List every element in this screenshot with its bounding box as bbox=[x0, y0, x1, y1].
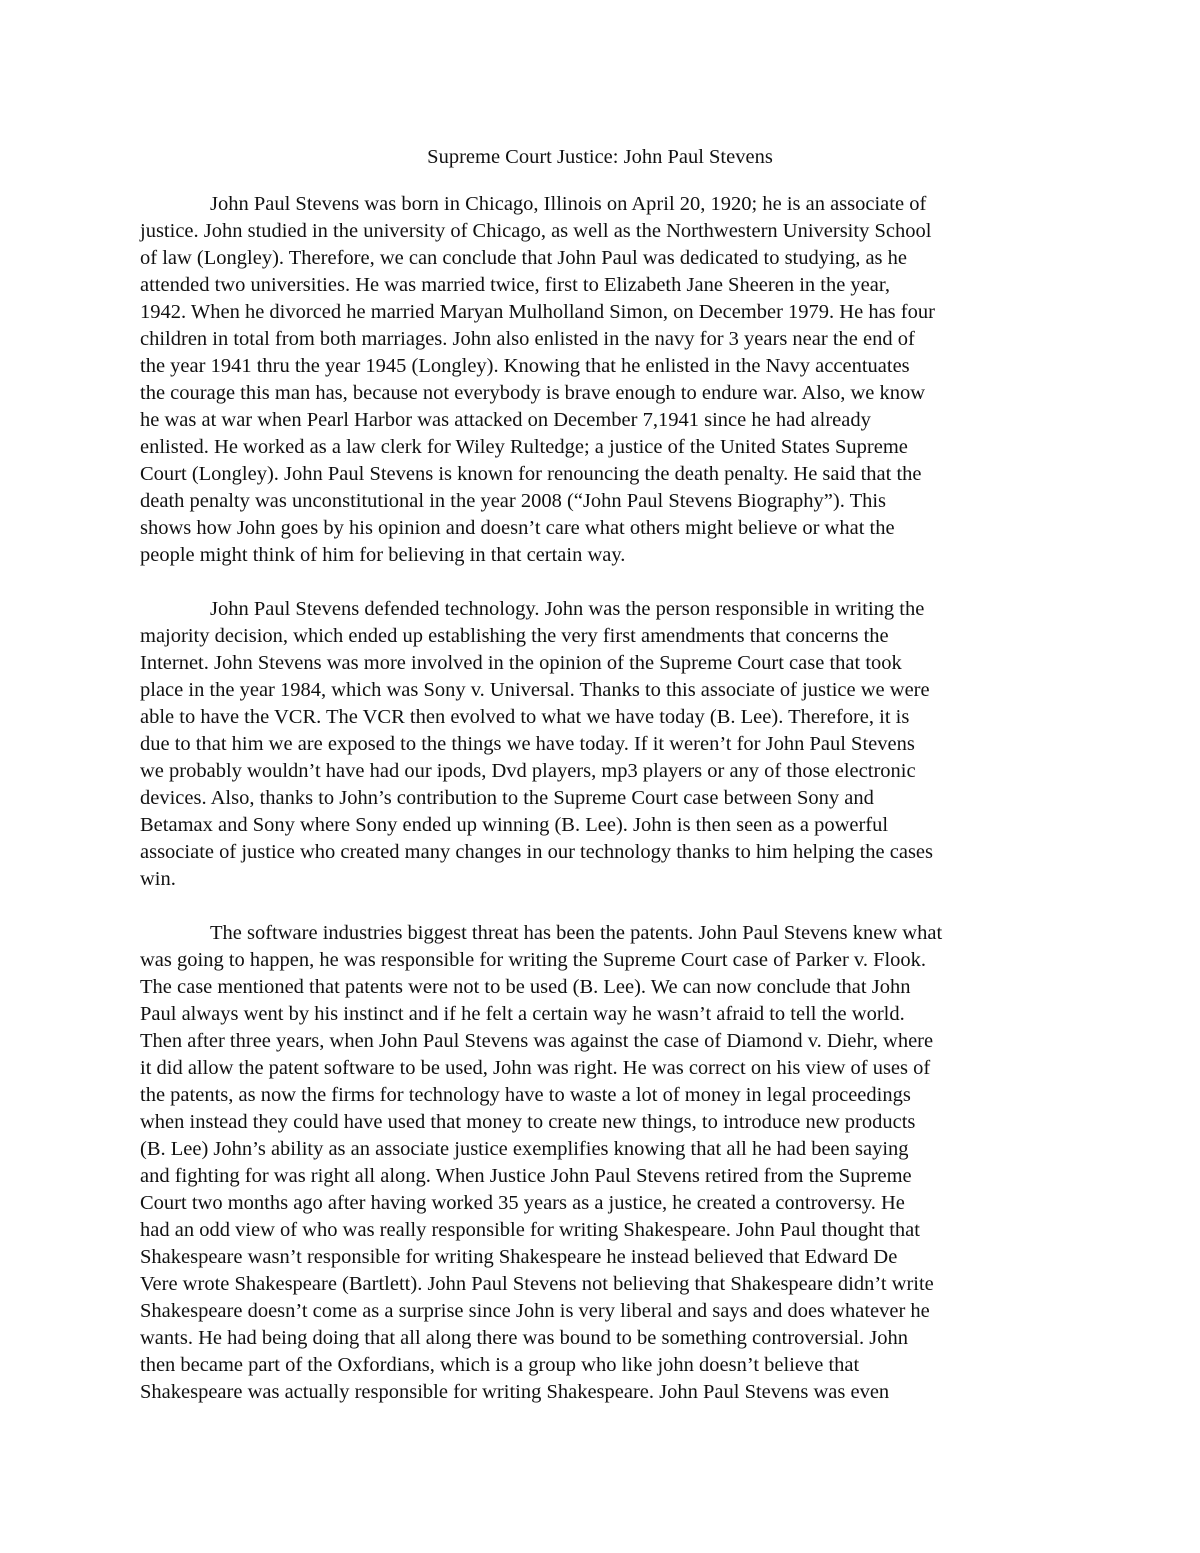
paragraph-line: it did allow the patent software to be used, John was right. He was correct on his view of uses of bbox=[140, 1057, 931, 1079]
paragraph-line: associate of justice who created many changes in our technology thanks to him helping the cases bbox=[140, 841, 934, 863]
paragraph-line: devices. Also, thanks to John’s contribution to the Supreme Court case between Sony and bbox=[140, 787, 874, 809]
paragraph-line: when instead they could have used that money to create new things, to introduce new products bbox=[140, 1111, 916, 1133]
document-title: Supreme Court Justice: John Paul Stevens bbox=[427, 146, 773, 168]
paragraph-line: 1942. When he divorced he married Maryan Mulholland Simon, on December 1979. He has four bbox=[140, 301, 935, 323]
paragraph-line: children in total from both marriages. John also enlisted in the navy for 3 years near the end of bbox=[140, 328, 915, 350]
paragraph-line: Shakespeare doesn’t come as a surprise since John is very liberal and says and does whatever he bbox=[140, 1300, 930, 1322]
paragraph-line: Vere wrote Shakespeare (Bartlett). John Paul Stevens not believing that Shakespeare didn’t write bbox=[140, 1273, 934, 1295]
paragraph-line: enlisted. He worked as a law clerk for Wiley Rultedge; a justice of the United States Supreme bbox=[140, 436, 908, 458]
paragraph-line: the patents, as now the firms for technology have to waste a lot of money in legal proceedings bbox=[140, 1084, 911, 1106]
paragraph-line: then became part of the Oxfordians, which is a group who like john doesn’t believe that bbox=[140, 1354, 860, 1376]
paragraph-line: shows how John goes by his opinion and doesn’t care what others might believe or what the bbox=[140, 517, 895, 539]
paragraph-line: had an odd view of who was really responsible for writing Shakespeare. John Paul thought that bbox=[140, 1219, 920, 1241]
paragraph-line: he was at war when Pearl Harbor was attacked on December 7,1941 since he had already bbox=[140, 409, 871, 431]
paragraph-line: Then after three years, when John Paul Stevens was against the case of Diamond v. Diehr, where bbox=[140, 1030, 934, 1052]
paragraph-line: Betamax and Sony where Sony ended up winning (B. Lee). John is then seen as a powerful bbox=[140, 814, 889, 836]
paragraph-line: Shakespeare wasn’t responsible for writing Shakespeare he instead believed that Edward De bbox=[140, 1246, 898, 1268]
paragraph-line: able to have the VCR. The VCR then evolved to what we have today (B. Lee). Therefore, it is bbox=[140, 706, 910, 728]
paragraph-line: of law (Longley). Therefore, we can conclude that John Paul was dedicated to studying, as he bbox=[140, 247, 907, 269]
body-paragraph bbox=[140, 920, 1070, 1406]
paragraph-line: the courage this man has, because not everybody is brave enough to endure war. Also, we know bbox=[140, 382, 926, 404]
body-paragraph bbox=[140, 191, 1070, 569]
paragraph-line: The software industries biggest threat has been the patents. John Paul Stevens knew what bbox=[210, 922, 943, 944]
paragraph-line: we probably wouldn’t have had our ipods, Dvd players, mp3 players or any of those electronic bbox=[140, 760, 916, 782]
paragraph-line: wants. He had being doing that all along there was bound to be something controversial. John bbox=[140, 1327, 909, 1349]
paragraph-line: win. bbox=[140, 868, 176, 890]
paragraph-line: Court two months ago after having worked 35 years as a justice, he created a controversy. He bbox=[140, 1192, 905, 1214]
paragraph-line: and fighting for was right all along. When Justice John Paul Stevens retired from the Supreme bbox=[140, 1165, 912, 1187]
body-paragraph bbox=[140, 596, 1070, 893]
paragraph-line: Internet. John Stevens was more involved in the opinion of the Supreme Court case that took bbox=[140, 652, 902, 674]
paragraph-line: The case mentioned that patents were not to be used (B. Lee). We can now conclude that John bbox=[140, 976, 911, 998]
paragraph-line: John Paul Stevens was born in Chicago, Illinois on April 20, 1920; he is an associate of bbox=[210, 193, 927, 215]
paragraph-line: place in the year 1984, which was Sony v. Universal. Thanks to this associate of justice we were bbox=[140, 679, 930, 701]
paragraph-line: Court (Longley). John Paul Stevens is known for renouncing the death penalty. He said that the bbox=[140, 463, 922, 485]
paragraph-line: justice. John studied in the university of Chicago, as well as the Northwestern University School bbox=[140, 220, 932, 242]
paragraph-line: was going to happen, he was responsible for writing the Supreme Court case of Parker v. Flook. bbox=[140, 949, 927, 971]
paragraph-line: attended two universities. He was married twice, first to Elizabeth Jane Sheeren in the year, bbox=[140, 274, 891, 296]
paragraph-line: majority decision, which ended up establishing the very first amendments that concerns the bbox=[140, 625, 889, 647]
paragraph-line: death penalty was unconstitutional in the year 2008 (“John Paul Stevens Biography”). This bbox=[140, 490, 887, 512]
paragraph-line: people might think of him for believing in that certain way. bbox=[140, 544, 626, 566]
paragraph-line: (B. Lee) John’s ability as an associate justice exemplifies knowing that all he had been saying bbox=[140, 1138, 909, 1160]
paragraph-line: due to that him we are exposed to the things we have today. If it weren’t for John Paul Stevens bbox=[140, 733, 915, 755]
document-body bbox=[140, 191, 1070, 1433]
paragraph-line: the year 1941 thru the year 1945 (Longley). Knowing that he enlisted in the Navy accentuates bbox=[140, 355, 910, 377]
paragraph-line: John Paul Stevens defended technology. John was the person responsible in writing the bbox=[210, 598, 925, 620]
paragraph-line: Paul always went by his instinct and if he felt a certain way he wasn’t afraid to tell the world. bbox=[140, 1003, 905, 1025]
paragraph-line: Shakespeare was actually responsible for writing Shakespeare. John Paul Stevens was even bbox=[140, 1381, 890, 1403]
